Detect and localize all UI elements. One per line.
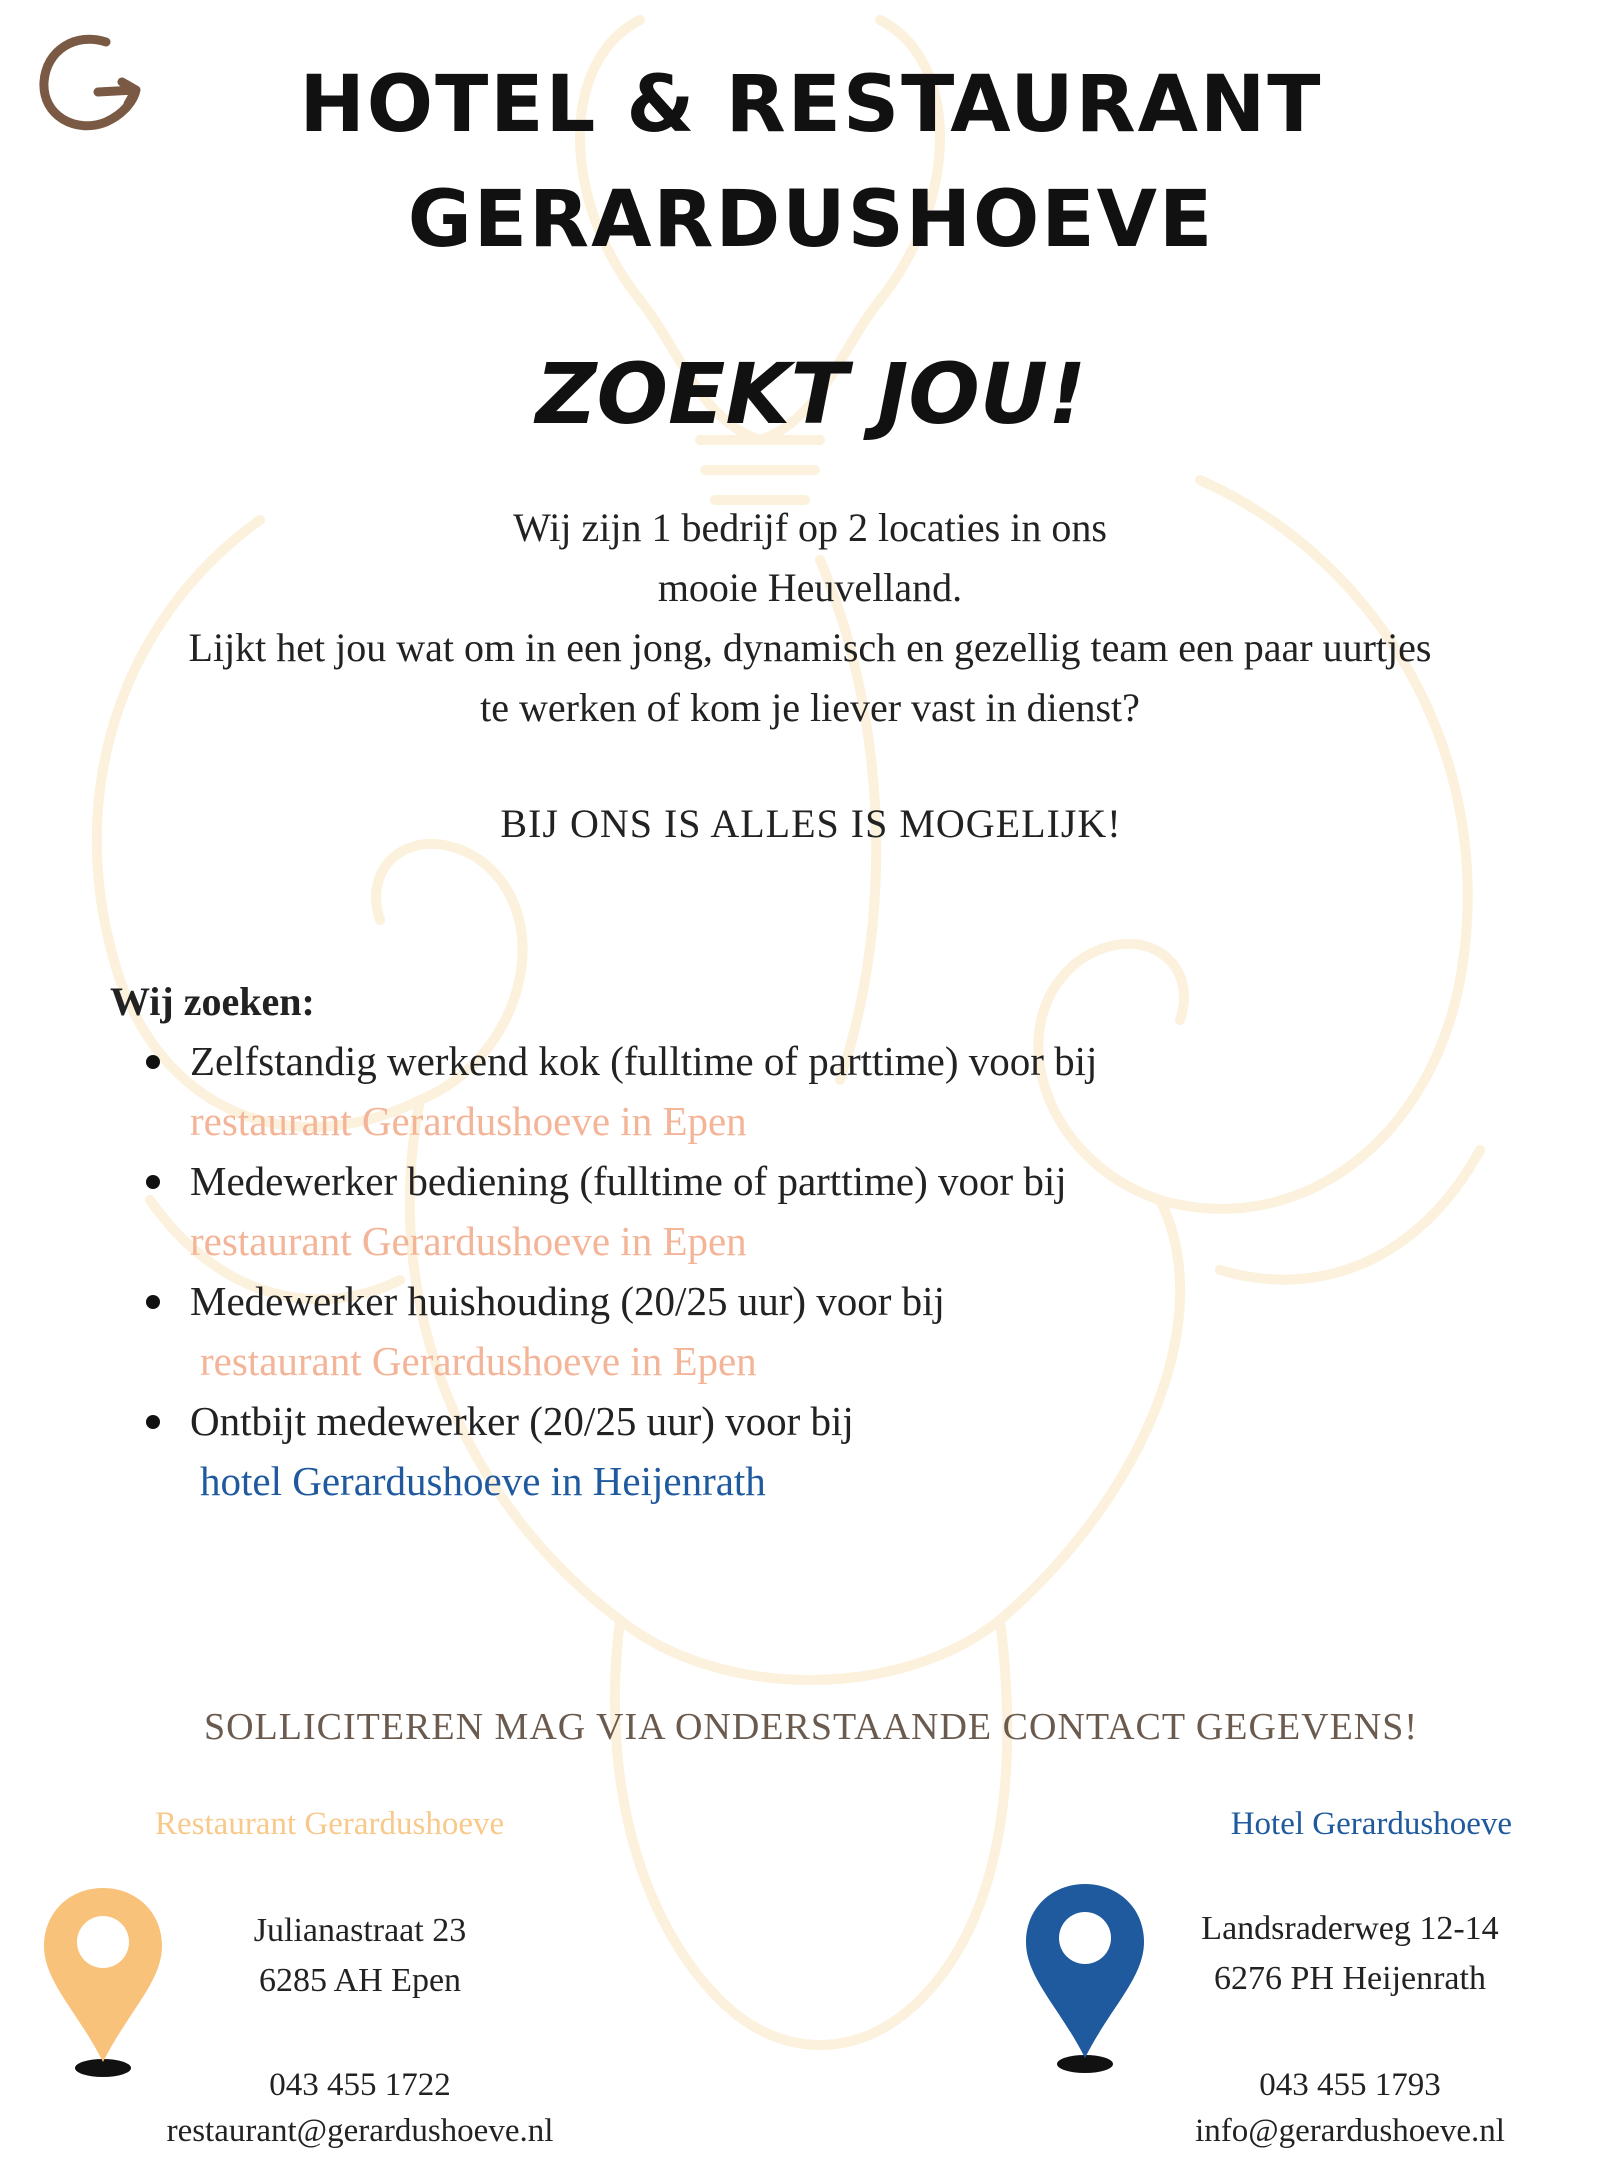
vacancy-role: Medewerker huishouding (20/25 uur) voor bij <box>190 1278 945 1324</box>
hotel-postal: 6276 PH Heijenrath <box>1214 1960 1486 1997</box>
intro-line: te werken of kom je liever vast in dienst? <box>480 685 1140 730</box>
map-pin-icon <box>1020 1878 1150 2078</box>
hotel-address <box>1180 1904 1520 2004</box>
vacancy-item <box>110 1031 1410 1151</box>
vacancy-role: Zelfstandig werkend kok (fulltime of parttime) voor bij <box>190 1038 1098 1084</box>
page-title-line2: GERARDUSHOEVE <box>407 175 1215 265</box>
vacancy-role: Ontbijt medewerker (20/25 uur) voor bij <box>190 1398 854 1444</box>
map-pin-icon <box>38 1882 168 2082</box>
hotel-phone[interactable]: 043 455 1793 <box>1259 2067 1441 2103</box>
restaurant-street: Julianastraat 23 <box>253 1912 467 1949</box>
restaurant-postal: 6285 AH Epen <box>258 1962 462 1999</box>
restaurant-contact <box>120 2062 600 2154</box>
apply-instruction: SOLLICITEREN MAG VIA ONDERSTAANDE CONTACT GEGEVENS! <box>203 1706 1419 1748</box>
vacancy-heading: Wij zoeken: <box>110 979 315 1024</box>
bullet-icon <box>146 1055 160 1069</box>
bullet-icon <box>146 1175 160 1189</box>
intro-line: Wij zijn 1 bedrijf op 2 locaties in ons <box>513 505 1107 550</box>
restaurant-phone[interactable]: 043 455 1722 <box>269 2067 451 2103</box>
restaurant-name: Restaurant Gerardushoeve <box>155 1806 505 1842</box>
vacancy-item <box>110 1151 1410 1271</box>
vacancy-role: Medewerker bediening (fulltime of parttime) voor bij <box>190 1158 1067 1204</box>
hotel-contact <box>1150 2062 1550 2154</box>
page-title-line1: HOTEL & RESTAURANT <box>299 60 1323 150</box>
intro-line: mooie Heuvelland. <box>657 565 963 610</box>
vacancy-location: restaurant Gerardushoeve in Epen <box>200 1338 757 1384</box>
hotel-email[interactable]: info@gerardushoeve.nl <box>1195 2113 1505 2149</box>
bullet-icon <box>146 1295 160 1309</box>
vacancy-location: restaurant Gerardushoeve in Epen <box>190 1218 747 1264</box>
vacancy-location: hotel Gerardushoeve in Heijenrath <box>200 1458 766 1504</box>
bullet-icon <box>146 1415 160 1429</box>
vacancy-item <box>110 1391 1410 1511</box>
intro-line: Lijkt het jou wat om in een jong, dynamisch en gezellig team een paar uurtjes <box>188 625 1432 670</box>
intro-text <box>60 498 1560 738</box>
tagline: ZOEKT JOU! <box>535 345 1087 443</box>
restaurant-address <box>200 1906 520 2006</box>
vacancy-item <box>110 1271 1410 1391</box>
vacancy-list <box>110 978 1410 1511</box>
hotel-street: Landsraderweg 12-14 <box>1201 1910 1499 1947</box>
vacancy-location: restaurant Gerardushoeve in Epen <box>190 1098 747 1144</box>
hotel-name: Hotel Gerardushoeve <box>1230 1806 1512 1842</box>
motto: BIJ ONS IS ALLES IS MOGELIJK! <box>500 801 1122 846</box>
restaurant-email[interactable]: restaurant@gerardushoeve.nl <box>166 2113 554 2149</box>
